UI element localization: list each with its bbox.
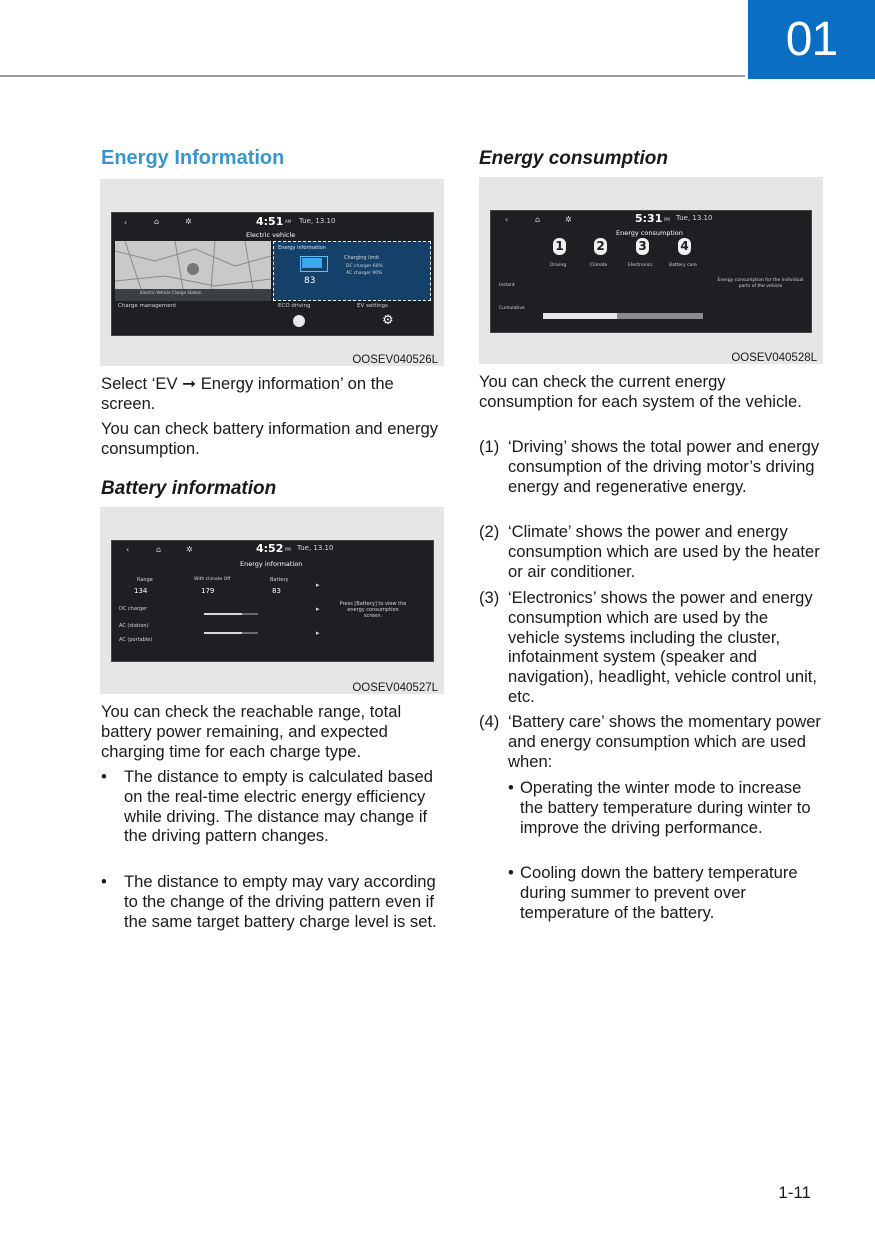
item-text: ‘Electronics’ shows the power and energy consumption which are used by the vehicle systems including the cluster, infotainment system (speaker and navigation), headlight, vehicle control unit, etc. xyxy=(508,588,818,706)
cumulative-label: Cumulative xyxy=(499,306,525,311)
dc-charger-label: DC charger xyxy=(119,606,148,612)
range-label: Range xyxy=(137,577,153,583)
screen-title: Electric vehicle xyxy=(246,231,296,239)
bullet-marker: • xyxy=(508,863,514,882)
figure-consumption-screen xyxy=(479,177,823,364)
figure-battery-screen xyxy=(100,507,444,694)
item-text: ‘Driving’ shows the total power and energy consumption of the driving motor’s driving energy and regenerative energy. xyxy=(508,437,820,496)
driving-icon[interactable]: 1 xyxy=(553,238,566,255)
screen-text: screen. xyxy=(101,393,156,413)
climate-value: 179 xyxy=(201,587,215,595)
ac-station-label: AC (station) xyxy=(119,623,149,629)
bullet-marker: • xyxy=(101,872,107,891)
paragraph-check-battery: You can check battery information and energy consumption. xyxy=(101,419,439,458)
climate-label: With climate Off xyxy=(194,577,231,582)
instant-label: Instant xyxy=(499,283,515,288)
clock-time: 5:31 xyxy=(635,212,663,225)
figure-code: OOSEV040528L xyxy=(731,352,817,364)
bullet-text: The distance to empty may vary according to the change of the driving pattern even if the same target battery charge level is set. xyxy=(124,872,437,931)
clock-time: 4:52 xyxy=(256,542,284,555)
eco-gauge-icon xyxy=(293,315,305,327)
cumulative-bar xyxy=(543,313,703,319)
section-title-energy-consumption: Energy consumption xyxy=(479,148,668,169)
range-value: 134 xyxy=(134,587,148,595)
item-text: ‘Battery care’ shows the momentary power and energy consumption which are used when: xyxy=(508,712,821,771)
map-label: Electric Vehicle Charge Station xyxy=(140,290,202,295)
figure-code: OOSEV040526L xyxy=(352,354,438,366)
chevron-right-icon[interactable]: ▸ xyxy=(316,629,320,637)
bullet-text: The distance to empty is calculated based on the real-time electric energy efficiency while driving. The distance may change if the driving pattern changes. xyxy=(124,767,434,846)
bullet-marker: • xyxy=(508,778,514,797)
climate-icon[interactable]: 2 xyxy=(594,238,607,255)
arrow-icon: ➞ xyxy=(182,374,197,393)
select-ev-text: Select ‘EV xyxy=(101,374,183,393)
sub-bullet-item xyxy=(508,863,824,943)
clock-ampm: AM xyxy=(285,219,292,224)
settings-gear-icon: ⚙ xyxy=(382,313,394,328)
screen-title: Energy consumption xyxy=(616,229,683,237)
ac-limit: AC charger 90% xyxy=(346,271,383,276)
item-number: (4) xyxy=(479,712,500,731)
numbered-item xyxy=(479,588,824,708)
section-title-energy-information: Energy Information xyxy=(101,147,285,169)
screen-title: Energy information xyxy=(240,560,303,568)
paragraph-check-consumption: You can check the current energy consumption for each system of the vehicle. xyxy=(479,372,802,411)
clock-date: Tue, 13.10 xyxy=(676,214,713,222)
item-number: (2) xyxy=(479,522,500,541)
battery-label: Battery xyxy=(270,577,289,583)
infotainment-screen-3 xyxy=(490,210,812,333)
infotainment-screen-2 xyxy=(111,540,434,662)
page-number: 1-11 xyxy=(778,1183,811,1202)
sub-bullet-item xyxy=(508,778,824,858)
bullet-item xyxy=(101,767,446,867)
gear-icon: ✲ xyxy=(186,545,193,554)
energy-information-panel[interactable] xyxy=(273,241,431,301)
back-icon: ‹ xyxy=(124,218,128,227)
sub-bullet-text: Operating the winter mode to increase the battery temperature during winter to improve the driving performance. xyxy=(520,778,811,837)
back-icon: ‹ xyxy=(505,215,509,224)
clock-ampm: PM xyxy=(664,217,670,222)
item-number: (1) xyxy=(479,437,500,456)
press-battery-hint: Press [Battery] to view the energy consumption screen. xyxy=(339,601,407,619)
energy-info-text: Energy information’ on the xyxy=(196,374,394,393)
battery-value: 83 xyxy=(272,587,281,595)
figure-code: OOSEV040527L xyxy=(352,682,438,694)
driving-label: Driving xyxy=(550,263,567,268)
charging-limit-label: Charging limit xyxy=(344,255,380,261)
bullet-marker: • xyxy=(101,767,107,786)
home-icon: ⌂ xyxy=(154,217,160,226)
charge-management: Charge management xyxy=(118,303,177,309)
electronics-icon[interactable]: 3 xyxy=(636,238,649,255)
eco-driving: ECO driving xyxy=(278,303,311,309)
header-rule xyxy=(0,75,745,77)
section-title-battery-information: Battery information xyxy=(101,478,277,499)
item-number: (3) xyxy=(479,588,500,607)
chevron-right-icon[interactable]: ▸ xyxy=(316,581,320,589)
battery-percent: 83 xyxy=(304,276,316,286)
battery-care-icon[interactable]: 4 xyxy=(678,238,691,255)
clock-ampm: PM xyxy=(285,547,291,552)
home-icon: ⌂ xyxy=(156,545,162,554)
dc-progress-bar xyxy=(204,613,258,615)
gear-icon: ✲ xyxy=(565,215,572,224)
climate-label: Climate xyxy=(590,263,608,268)
electronics-label: Electronics xyxy=(628,263,653,268)
battery-care-label: Battery care xyxy=(669,263,697,268)
consumption-note: Energy consumption for the individual parts of the vehicle xyxy=(717,278,804,289)
infotainment-screen-1 xyxy=(111,212,434,336)
ac-progress-bar xyxy=(204,632,258,634)
numbered-item xyxy=(479,437,824,517)
ev-settings: EV settings xyxy=(357,303,388,309)
paragraph-select-ev xyxy=(101,374,446,414)
ac-portable-label: AC (portable) xyxy=(119,637,153,643)
bullet-item xyxy=(101,872,446,952)
gear-icon: ✲ xyxy=(185,217,192,226)
numbered-item xyxy=(479,712,824,772)
dc-limit: DC charger 60% xyxy=(346,264,383,269)
clock-date: Tue, 13.10 xyxy=(297,544,334,552)
panel-label: Energy information xyxy=(278,245,326,251)
sub-bullet-text: Cooling down the battery temperature during summer to prevent over temperature of the battery. xyxy=(520,863,798,922)
back-icon: ‹ xyxy=(126,545,130,554)
figure-electric-vehicle-screen xyxy=(100,179,444,366)
clock-date: Tue, 13.10 xyxy=(299,217,336,225)
home-icon: ⌂ xyxy=(535,215,541,224)
item-text: ‘Climate’ shows the power and energy consumption which are used by the heater or air conditioner. xyxy=(508,522,820,581)
battery-icon xyxy=(300,256,328,272)
chevron-right-icon[interactable]: ▸ xyxy=(316,605,320,613)
paragraph-reachable-range: You can check the reachable range, total battery power remaining, and expected charging time for each charge type. xyxy=(101,702,402,761)
numbered-item xyxy=(479,522,824,582)
chapter-tab: 01 xyxy=(748,0,875,79)
clock-time: 4:51 xyxy=(256,215,284,228)
